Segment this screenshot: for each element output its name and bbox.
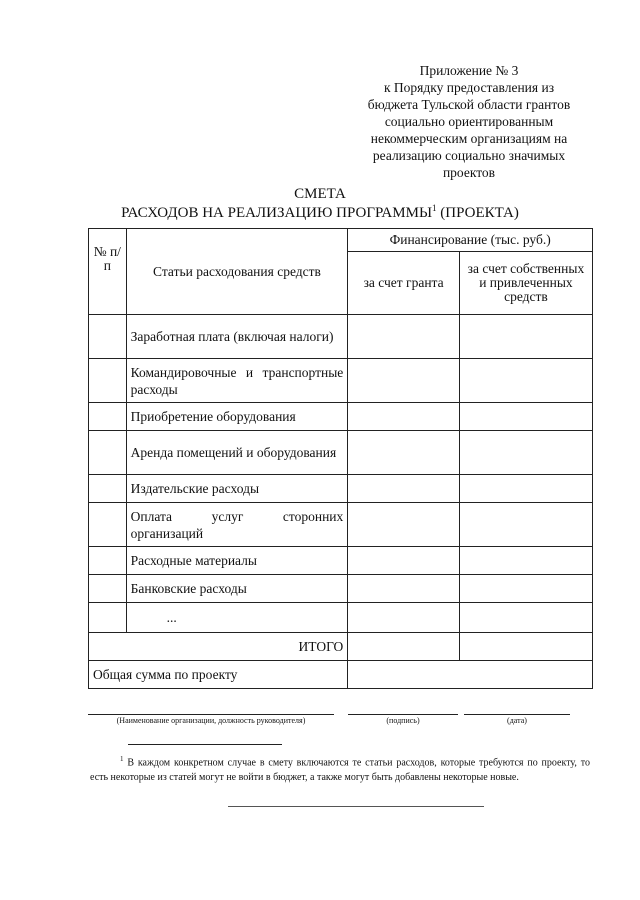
row-num-cell xyxy=(89,475,127,503)
appendix-line: проектов xyxy=(442,165,496,180)
appendix-line: бюджета Тульской области грантов xyxy=(367,97,571,112)
org-caption: (Наименование организации, должность руководителя) xyxy=(116,716,306,725)
row-label: Приобретение оборудования xyxy=(126,403,348,431)
grant-cell[interactable] xyxy=(348,503,460,547)
header-own-funds: за счет собственных и привлеченных средств xyxy=(459,252,592,315)
row-num-cell xyxy=(89,403,127,431)
own-funds-cell[interactable] xyxy=(459,475,592,503)
grand-total-cell[interactable] xyxy=(348,661,593,689)
header-grant: за счет гранта xyxy=(348,252,460,315)
row-label: Банковские расходы xyxy=(126,575,348,603)
row-label: Расходные материалы xyxy=(126,547,348,575)
total-grant-cell[interactable] xyxy=(348,633,460,661)
own-funds-cell[interactable] xyxy=(459,503,592,547)
own-funds-cell[interactable] xyxy=(459,359,592,403)
appendix-line: к Порядку предоставления из xyxy=(383,80,555,95)
table-row xyxy=(89,403,593,431)
row-label: Оплата услуг сторонних организаций xyxy=(126,503,348,547)
appendix-header xyxy=(340,62,598,181)
own-funds-cell[interactable] xyxy=(459,431,592,475)
signature-line-sign xyxy=(348,714,458,715)
table-row xyxy=(89,359,593,403)
footnote-number: 1 xyxy=(120,755,124,763)
row-num-cell xyxy=(89,431,127,475)
appendix-line: Приложение № 3 xyxy=(419,63,519,78)
own-funds-cell[interactable] xyxy=(459,603,592,633)
table-row xyxy=(89,575,593,603)
grand-total-label: Общая сумма по проекту xyxy=(89,661,348,689)
own-funds-cell[interactable] xyxy=(459,575,592,603)
row-label: Аренда помещений и оборудования xyxy=(126,431,348,475)
row-num-cell xyxy=(89,315,127,359)
footnote-mark: 1 xyxy=(432,203,437,213)
grant-cell[interactable] xyxy=(348,403,460,431)
footnote-separator xyxy=(128,744,282,745)
grant-cell[interactable] xyxy=(348,603,460,633)
grant-cell[interactable] xyxy=(348,547,460,575)
own-funds-cell[interactable] xyxy=(459,315,592,359)
grant-cell[interactable] xyxy=(348,575,460,603)
signature-line-date xyxy=(464,714,570,715)
row-label-ellipsis: ... xyxy=(126,603,348,633)
grant-cell[interactable] xyxy=(348,475,460,503)
date-caption: (дата) xyxy=(507,716,527,725)
table-row xyxy=(89,603,593,633)
row-num-cell xyxy=(89,503,127,547)
header-expense-items: Статьи расходования средств xyxy=(126,229,348,315)
header-num: № п/п xyxy=(89,229,127,315)
grant-cell[interactable] xyxy=(348,431,460,475)
footnote-text: В каждом конкретном случае в смету включаются те статьи расходов, которые требуются по проекту, то есть некоторые из статей могут не войти в бюджет, а также могут быть добавлены некоторые новые. xyxy=(90,757,591,784)
footnote xyxy=(90,752,590,785)
appendix-line: некоммерческим организациям на xyxy=(370,131,568,146)
grand-total-row xyxy=(89,661,593,689)
row-num-cell xyxy=(89,603,127,633)
row-num-cell xyxy=(89,575,127,603)
own-funds-cell[interactable] xyxy=(459,403,592,431)
subtitle-text: РАСХОДОВ НА РЕАЛИЗАЦИЮ ПРОГРАММЫ xyxy=(121,205,433,221)
total-own-funds-cell[interactable] xyxy=(459,633,592,661)
row-label: Издательские расходы xyxy=(126,475,348,503)
own-funds-cell[interactable] xyxy=(459,547,592,575)
table-row xyxy=(89,431,593,475)
row-num-cell xyxy=(89,547,127,575)
table-row xyxy=(89,503,593,547)
document-subtitle xyxy=(0,203,640,222)
row-label: Командировочные и транспортные расходы xyxy=(126,359,348,403)
row-num-cell xyxy=(89,359,127,403)
total-label: ИТОГО xyxy=(89,633,348,661)
appendix-line: социально ориентированным xyxy=(384,114,554,129)
document-title: СМЕТА xyxy=(294,186,346,202)
total-row xyxy=(89,633,593,661)
table-row xyxy=(89,315,593,359)
budget-table xyxy=(88,228,593,689)
table-row xyxy=(89,475,593,503)
grant-cell[interactable] xyxy=(348,359,460,403)
page-bottom-rule xyxy=(228,806,484,807)
appendix-line: реализацию социально значимых xyxy=(372,148,566,163)
grant-cell[interactable] xyxy=(348,315,460,359)
header-financing: Финансирование (тыс. руб.) xyxy=(348,229,593,252)
signature-caption: (подпись) xyxy=(386,716,420,725)
signature-line-org xyxy=(88,714,334,715)
row-label: Заработная плата (включая налоги) xyxy=(126,315,348,359)
subtitle-text-end: (ПРОЕКТА) xyxy=(436,205,519,221)
table-row xyxy=(89,547,593,575)
